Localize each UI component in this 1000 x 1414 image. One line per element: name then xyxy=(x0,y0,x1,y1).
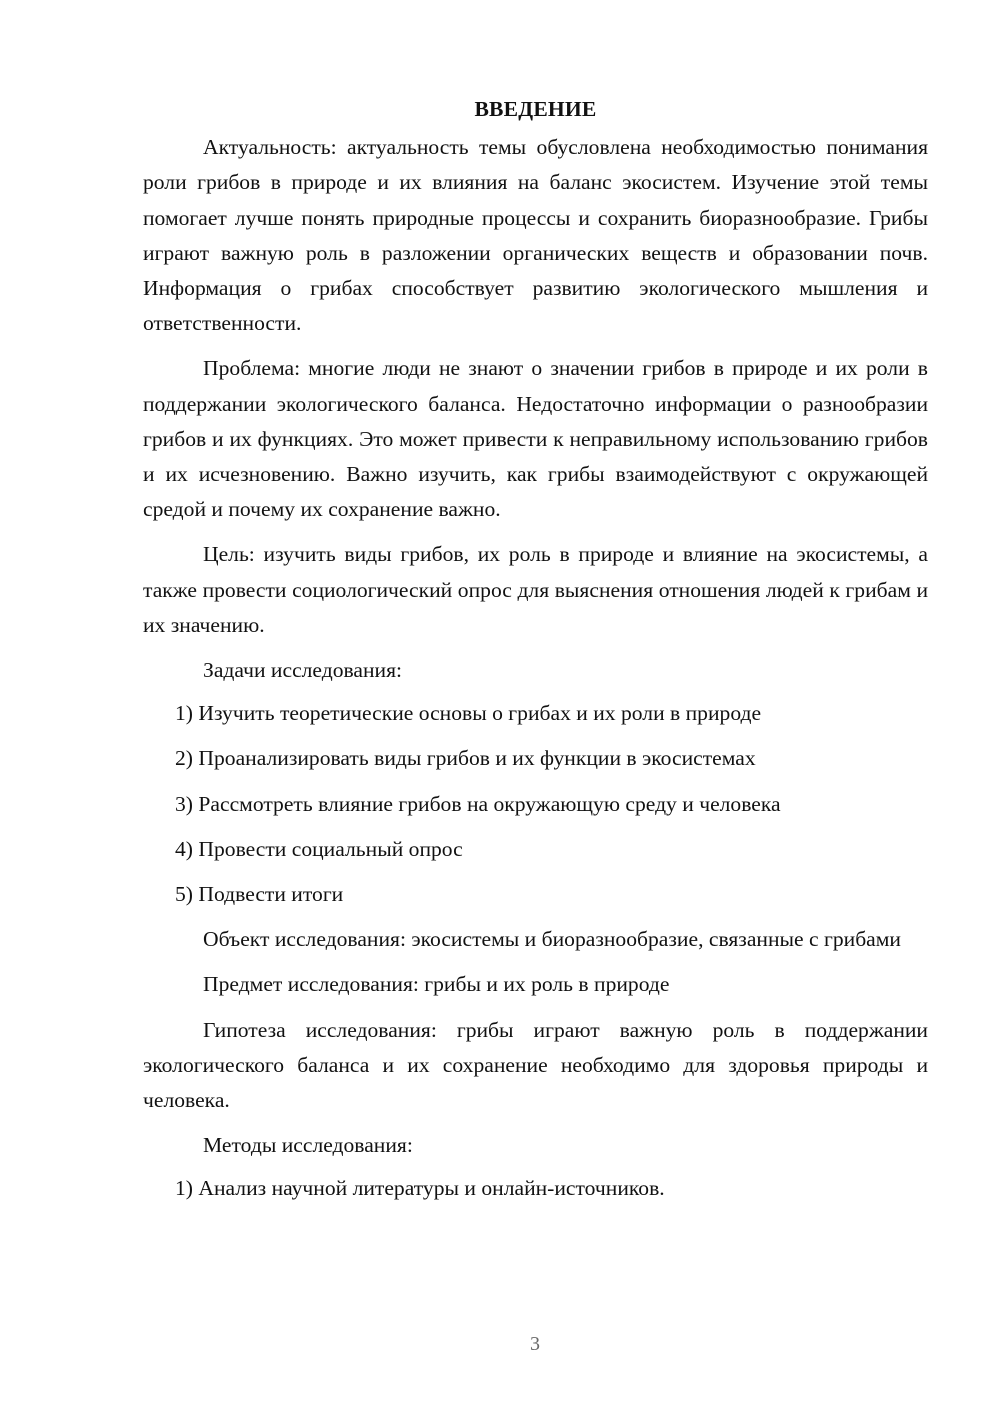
list-item: 4) Провести социальный опрос xyxy=(175,836,463,861)
subject-paragraph: Предмет исследования: грибы и их роль в природе xyxy=(203,972,670,997)
methods-heading: Методы исследования: xyxy=(203,1133,413,1158)
list-item: 1) Изучить теоретические основы о грибах и их роли в природе xyxy=(175,701,762,726)
document-page xyxy=(143,92,928,1217)
tasks-heading: Задачи исследования: xyxy=(203,658,403,683)
object-paragraph: Объект исследования: экосистемы и биоразнообразие, связанные с грибами xyxy=(203,927,901,952)
list-item: 3) Рассмотреть влияние грибов на окружающую среду и человека xyxy=(175,791,781,816)
list-item: 2) Проанализировать виды грибов и их функции в экосистемах xyxy=(175,746,756,771)
relevance-paragraph: Актуальность: актуальность темы обусловлена необходимостью понимания роли грибов в природе и их влияния на баланс экосистем. Изучение этой темы помогает лучше понять природные процессы и сохранить биоразнообразие. Грибы играют важную роль в разложении органических веществ и образовании почв. Информация о грибах способствует развитию экологического мышления и ответственности. xyxy=(143,135,928,336)
section-title: ВВЕДЕНИЕ xyxy=(474,97,597,121)
hypothesis-paragraph: Гипотеза исследования: грибы играют важную роль в поддержании экологического баланса и их сохранение необходимо для здоровья природы и человека. xyxy=(143,1017,928,1113)
page-number: 3 xyxy=(530,1333,540,1355)
goal-paragraph: Цель: изучить виды грибов, их роль в природе и влияние на экосистемы, а также провести социологический опрос для выяснения отношения людей к грибам и их значению. xyxy=(143,542,928,637)
list-item: 5) Подвести итоги xyxy=(175,882,344,907)
list-item: 1) Анализ научной литературы и онлайн-источников. xyxy=(175,1176,665,1201)
problem-paragraph: Проблема: многие люди не знают о значении грибов в природе и их роли в поддержании экологического баланса. Недостаточно информации о разнообразии грибов и их функциях. Это может привести к неправильному использованию грибов и их исчезновению. Важно изучить, как грибы взаимодействуют с окружающей средой и почему их сохранение важно. xyxy=(143,356,928,522)
